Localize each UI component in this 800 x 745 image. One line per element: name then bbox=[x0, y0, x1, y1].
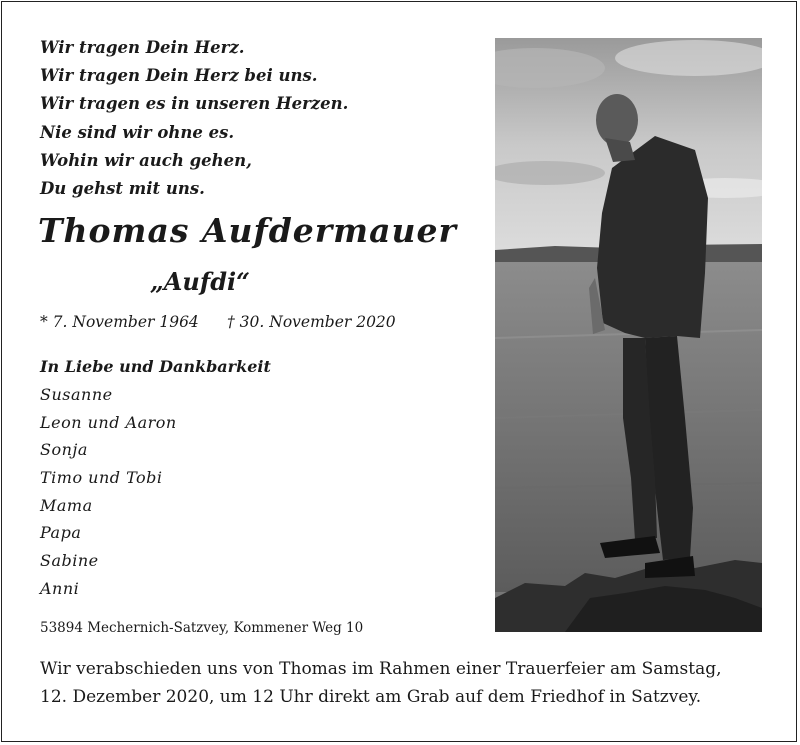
poem-line: Wohin wir auch gehen, bbox=[40, 150, 252, 170]
death-date: † 30. November 2020 bbox=[227, 313, 396, 331]
poem-line: Nie sind wir ohne es. bbox=[40, 122, 235, 142]
deceased-name: Thomas Aufdermauer bbox=[38, 211, 457, 250]
address: 53894 Mechernich-Satzvey, Kommener Weg 10 bbox=[40, 620, 364, 636]
announcement-line: Wir verabschieden uns von Thomas im Rahmen einer Trauerfeier am Samstag, bbox=[40, 659, 722, 679]
mourner-name: Sonja bbox=[40, 440, 88, 460]
birth-date: * 7. November 1964 bbox=[40, 313, 199, 331]
poem-line: Wir tragen Dein Herz bei uns. bbox=[40, 66, 318, 86]
mourner-name: Susanne bbox=[40, 385, 113, 404]
mourner-name: Timo und Tobi bbox=[40, 468, 163, 488]
funeral-announcement bbox=[40, 655, 722, 711]
poem bbox=[40, 34, 348, 203]
poem-line: Du gehst mit uns. bbox=[40, 178, 205, 198]
announcement-line: 12. Dezember 2020, um 12 Uhr direkt am Grab auf dem Friedhof in Satzvey. bbox=[40, 687, 702, 707]
mourners-heading: In Liebe und Dankbarkeit bbox=[40, 357, 271, 376]
deceased-nickname: „Aufdi“ bbox=[150, 267, 250, 296]
mourner-name: Leon und Aaron bbox=[40, 412, 177, 432]
poem-line: Wir tragen es in unseren Herzen. bbox=[40, 94, 349, 114]
mourner-name: Anni bbox=[40, 578, 80, 598]
portrait-photo bbox=[495, 38, 762, 632]
mourners-list bbox=[40, 381, 177, 603]
mourner-name: Sabine bbox=[40, 551, 99, 571]
poem-line: Wir tragen Dein Herz. bbox=[40, 38, 245, 57]
mourner-name: Papa bbox=[40, 523, 82, 543]
mourner-name: Mama bbox=[40, 495, 93, 515]
